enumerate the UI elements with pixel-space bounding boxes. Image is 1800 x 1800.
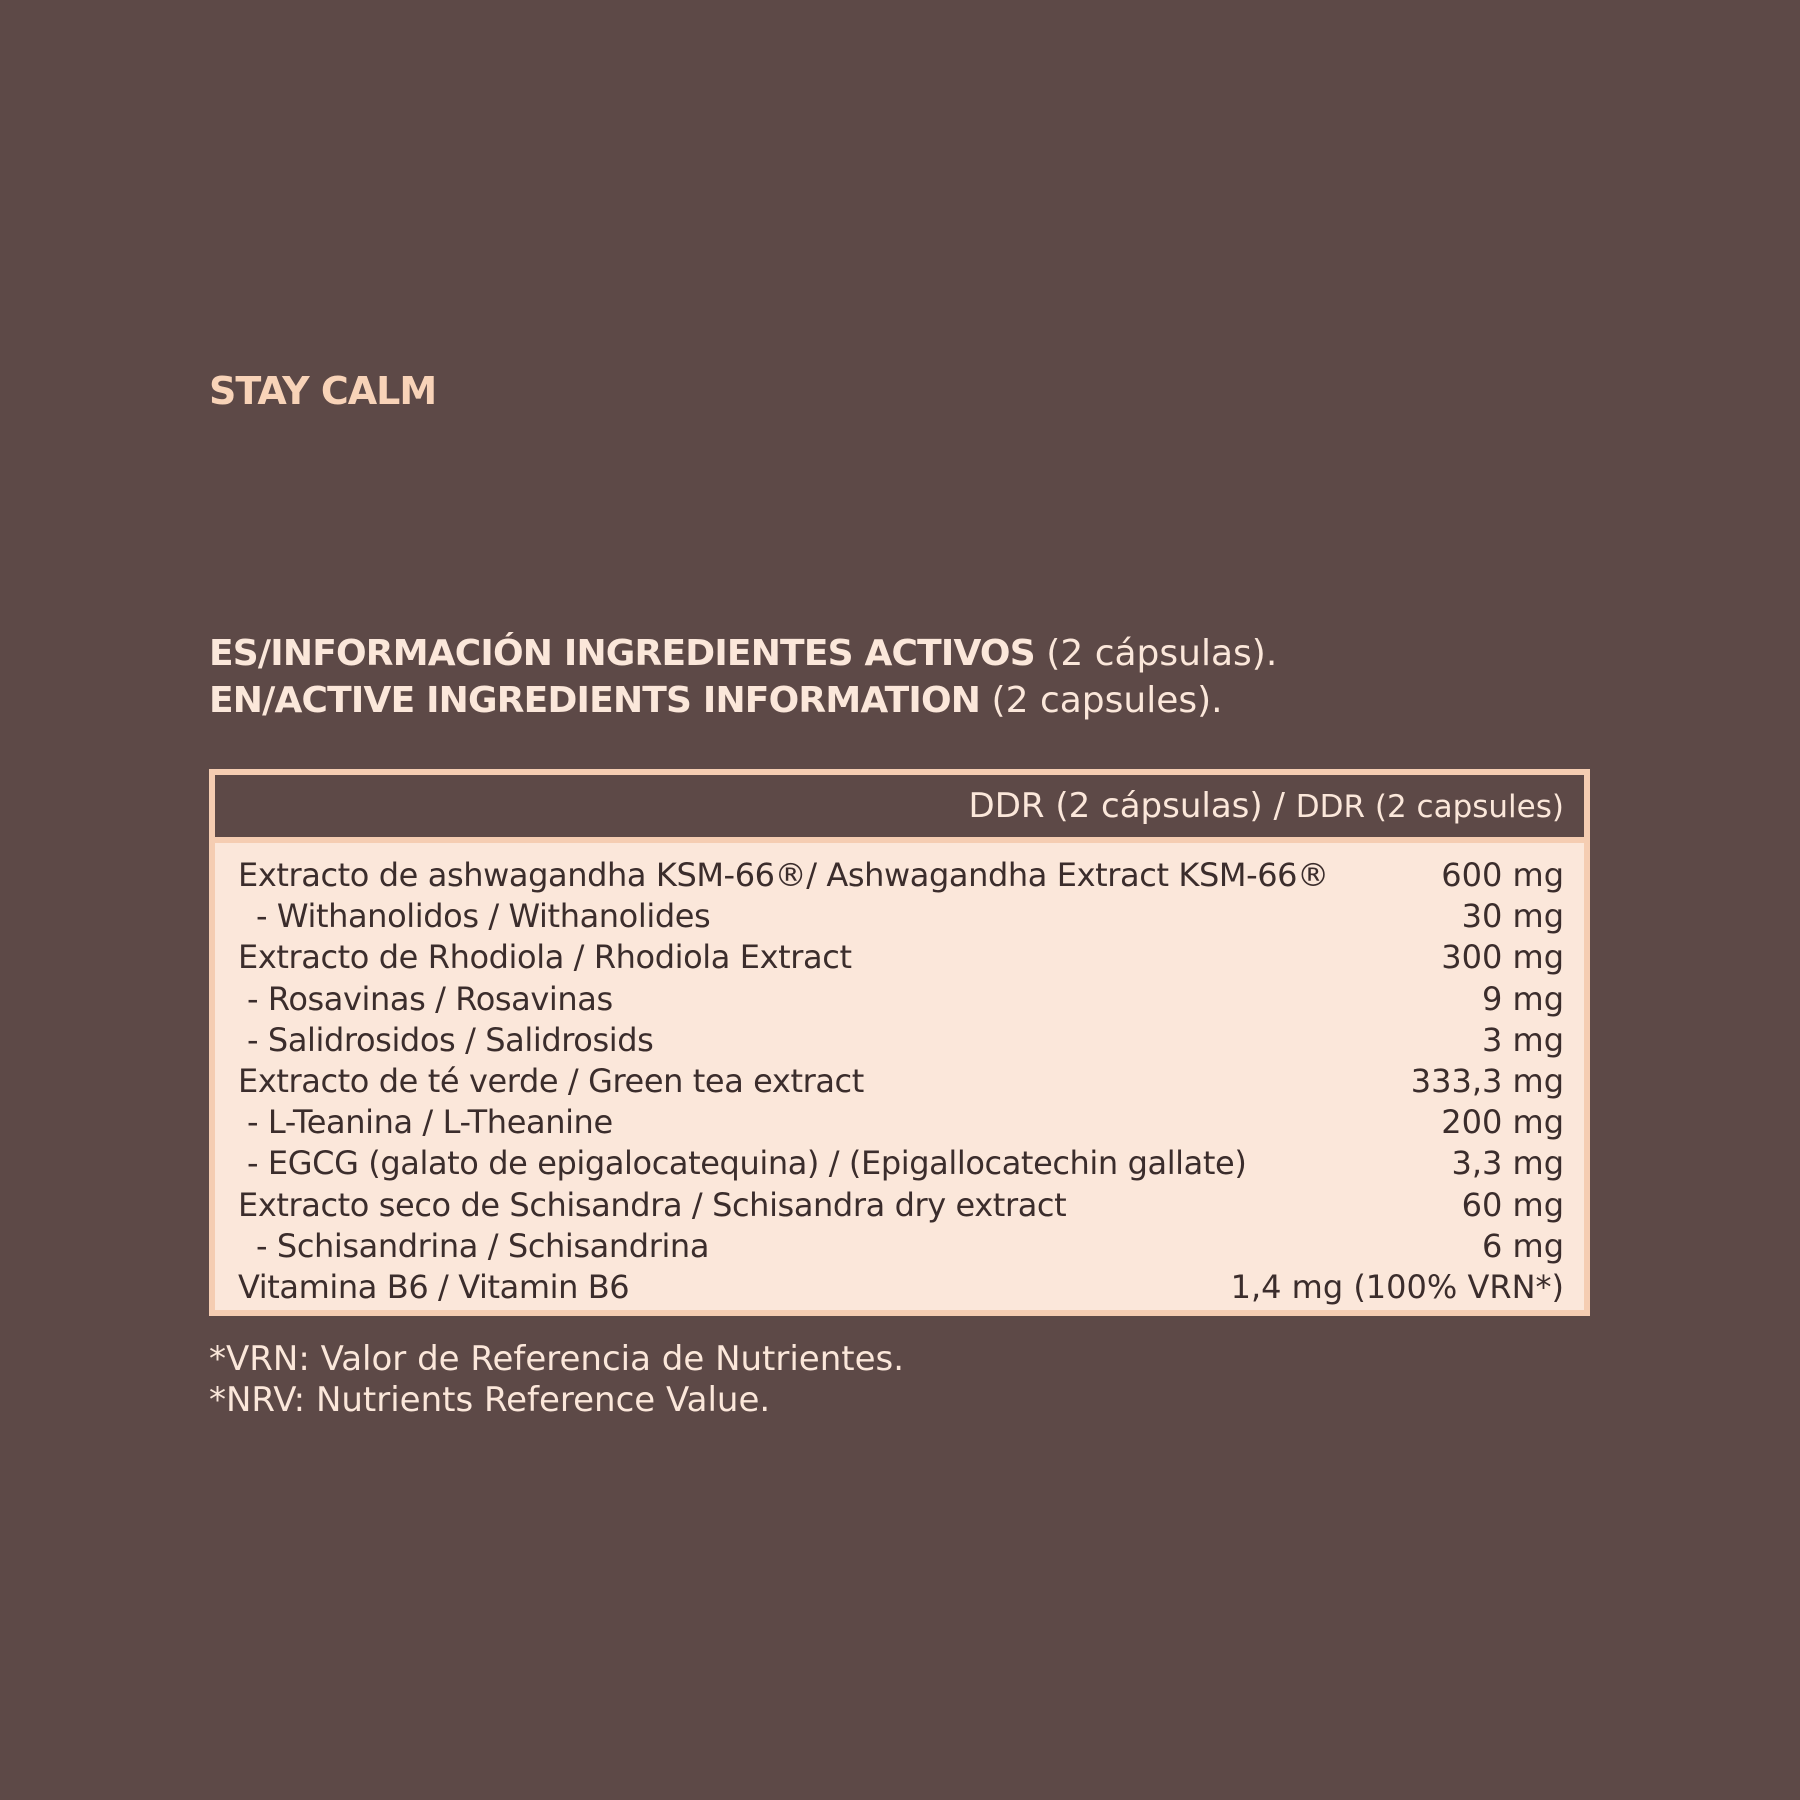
ingredient-name: - EGCG (galato de epigalocatequina) / (Epigallocatechin gallate) [247, 1144, 1247, 1183]
ingredient-amount: 3 mg [1481, 1020, 1564, 1059]
heading-es-bold: ES/INFORMACIÓN INGREDIENTES ACTIVOS [209, 633, 1035, 674]
ingredient-amount: 9 mg [1481, 979, 1564, 1018]
ingredient-amount: 200 mg [1441, 1103, 1564, 1142]
heading-es-note: (2 cápsulas). [1034, 633, 1278, 674]
ingredient-amount: 333,3 mg [1410, 1061, 1564, 1100]
ingredient-amount: 300 mg [1441, 938, 1564, 977]
header-en: DDR (2 capsules) [1295, 789, 1564, 825]
table-row [238, 896, 1564, 937]
ingredient-amount: 6 mg [1481, 1226, 1564, 1265]
heading-en [209, 677, 1609, 724]
ingredient-name: - L-Teanina / L-Theanine [247, 1103, 613, 1142]
heading-en-note: (2 capsules). [980, 680, 1223, 721]
footnote-en: *NRV: Nutrients Reference Value. [209, 1380, 771, 1420]
ingredient-name: Extracto de té verde / Green tea extract [238, 1061, 864, 1100]
table-row [238, 1185, 1564, 1226]
table-body [215, 843, 1584, 1308]
ingredient-amount: 600 mg [1441, 856, 1564, 894]
table-row [238, 1267, 1564, 1308]
ingredient-name: - Schisandrina / Schisandrina [256, 1226, 710, 1265]
table-row [238, 1102, 1564, 1143]
ingredient-amount: 30 mg [1461, 897, 1564, 936]
ingredient-name: Extracto de ashwagandha KSM-66®/ Ashwagandha Extract KSM-66® [238, 856, 1329, 894]
ingredient-name: Extracto seco de Schisandra / Schisandra dry extract [238, 1185, 1067, 1224]
table-row [238, 1226, 1564, 1267]
footnotes [209, 1339, 904, 1421]
ingredients-heading [209, 630, 1609, 724]
ingredient-name: - Salidrosidos / Salidrosids [247, 1020, 654, 1059]
ingredient-name: Vitamina B6 / Vitamin B6 [238, 1267, 630, 1306]
table-row [238, 1020, 1564, 1061]
ingredient-name: Extracto de Rhodiola / Rhodiola Extract [238, 938, 852, 977]
table-header [215, 775, 1584, 837]
heading-en-bold: EN/ACTIVE INGREDIENTS INFORMATION [209, 680, 981, 721]
table-row [238, 979, 1564, 1020]
ingredient-name: - Withanolidos / Withanolides [256, 897, 711, 936]
table-row [238, 855, 1564, 896]
product-title: STAY CALM [209, 369, 437, 413]
ingredient-amount: 60 mg [1461, 1185, 1564, 1224]
ingredient-name: - Rosavinas / Rosavinas [247, 979, 613, 1018]
table-row [238, 937, 1564, 978]
footnote-es: *VRN: Valor de Referencia de Nutrientes. [209, 1339, 905, 1379]
ingredients-table [209, 769, 1590, 1316]
header-es: DDR (2 cápsulas) / [968, 786, 1296, 826]
table-row [238, 1143, 1564, 1184]
ingredient-amount: 3,3 mg [1451, 1144, 1564, 1183]
heading-es [209, 630, 1609, 677]
ingredient-amount: 1,4 mg (100% VRN*) [1230, 1267, 1564, 1306]
table-row [238, 1061, 1564, 1102]
